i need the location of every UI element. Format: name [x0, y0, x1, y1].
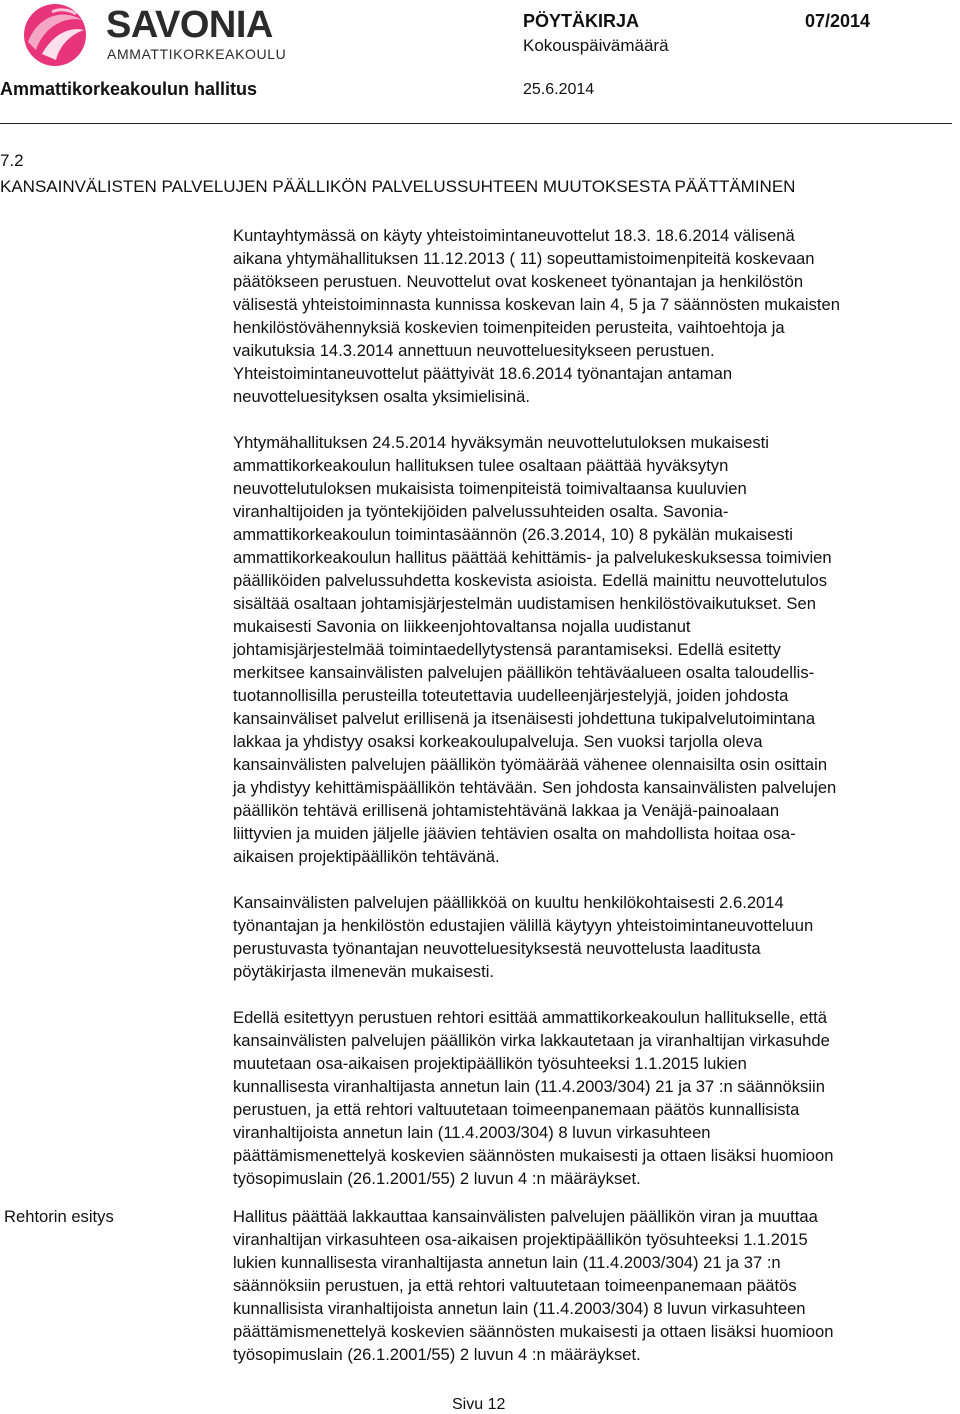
text-line: pöytäkirjasta ilmenevän mukaisesti.: [233, 962, 495, 981]
text-line: aikaisen projektipäällikön tehtävänä.: [233, 847, 500, 866]
paragraph: [233, 224, 960, 408]
text-line: Yhteistoimintaneuvottelut päättyivät 18.6.2014 työnantajan antaman: [233, 364, 733, 383]
text-line: vaikutuksia 14.3.2014 annettuun neuvotteluesitykseen perustuen.: [233, 341, 715, 360]
text-line: päätökseen perustuen. Neuvottelut ovat koskeneet työnantajan ja henkilöstön: [233, 272, 804, 291]
text-line: työsopimuslain (26.1.2001/55) 2 luvun 4 :n määräykset.: [233, 1169, 641, 1188]
text-line: työsopimuslain (26.1.2001/55) 2 luvun 4 :n määräykset.: [233, 1345, 641, 1364]
governing-body: Ammattikorkeakoulun hallitus: [0, 79, 258, 99]
text-line: välisestä yhteistoiminnasta kunnissa koskevan lain 4, 5 ja 7 säännösten mukaisten: [233, 295, 840, 314]
text-line: tuotannollisilla perusteilla toteutettavia uudelleenjärjestelyjä, joiden johdosta: [233, 686, 789, 705]
text-line: viranhaltijoiden ja työntekijöiden palvelussuhteiden osalta. Savonia-: [233, 502, 729, 521]
decision-text: [233, 1205, 960, 1366]
paragraph: [233, 1006, 960, 1190]
text-line: päällikön tehtävä erillisenä johtamistehtävänä lakkaa ja Venäjä-painoalaan: [233, 801, 780, 820]
meeting-date-label: Kokouspäivämäärä: [523, 36, 669, 55]
paragraph: [233, 891, 960, 983]
text-line: säännöksiin perustuen, ja että rehtori valtuutetaan toimeenpanemaan päätös: [233, 1276, 797, 1295]
item-body: [233, 224, 960, 1213]
text-line: työnantajan ja henkilöstön edustajien välillä käytyyn yhteistoimintaneuvotteluun: [233, 916, 814, 935]
text-line: Edellä esitettyyn perustuen rehtori esittää ammattikorkeakoulun hallitukselle, että: [233, 1008, 828, 1027]
item-number: 7.2: [0, 151, 24, 170]
meeting-date: 25.6.2014: [523, 81, 595, 98]
text-line: päälliköiden palvelussuhdetta koskevista asioista. Edellä mainittu neuvottelutulos: [233, 571, 828, 590]
text-line: päättämismenettelyä koskevien säännösten mukaisesti ja ottaen lisäksi huomioon: [233, 1322, 834, 1341]
item-title: KANSAINVÄLISTEN PALVELUJEN PÄÄLLIKÖN PALVELUSSUHTEEN MUUTOKSESTA PÄÄTTÄMINEN: [0, 177, 796, 196]
text-line: aikana yhtymähallituksen 11.12.2013 ( 11) sopeuttamistoimenpiteitä koskevaan: [233, 249, 815, 268]
text-line: ammattikorkeakoulun hallitus päättää kehittämis- ja palvelukeskuksessa toimivien: [233, 548, 832, 567]
text-line: johtamisjärjestelmää toimintaedellytystensä parantamiseksi. Edellä esitetty: [233, 640, 781, 659]
text-line: Kuntayhtymässä on käyty yhteistoimintaneuvottelut 18.3. 18.6.2014 välisenä: [233, 226, 795, 245]
text-line: perustuen, ja että rehtori valtuutetaan toimeenpanemaan päätös kunnallisista: [233, 1100, 800, 1119]
text-line: ammattikorkeakoulun hallituksen tulee osaltaan päättää hyväksytyn: [233, 456, 729, 475]
text-line: viranhaltijan virkasuhteen osa-aikaisen projektipäällikön työsuhteeksi 1.1.2015: [233, 1230, 808, 1249]
text-line: Yhtymähallituksen 24.5.2014 hyväksymän neuvottelutuloksen mukaisesti: [233, 433, 769, 452]
text-line: perustuvasta työnantajan neuvotteluesityksestä neuvottelusta laaditusta: [233, 939, 761, 958]
savonia-logo: [22, 2, 290, 70]
page-number: Sivu 12: [452, 1396, 506, 1413]
document-type: PÖYTÄKIRJA: [523, 11, 640, 31]
text-line: neuvottelutuloksen mukaisista toimenpiteistä toimivaltaansa kuuluvien: [233, 479, 747, 498]
text-line: neuvotteluesityksen osalta yksimielisinä.: [233, 387, 530, 406]
header-divider: [0, 123, 952, 124]
text-line: kunnallisista viranhaltijoista annetun lain (11.4.2003/304) 8 luvun virkasuhteen: [233, 1299, 806, 1318]
text-line: kansainväliset palvelut erillisenä ja itsenäisesti johdettuna tukipalvelutoimintana: [233, 709, 816, 728]
text-line: mukaisesti Savonia on liikkeenjohtovaltansa nojalla uudistanut: [233, 617, 691, 636]
document-number: 07/2014: [805, 11, 871, 31]
brand-name: SAVONIA: [106, 4, 273, 46]
text-line: muutetaan osa-aikaisen projektipäällikön työsuhteeksi 1.1.2015 lukien: [233, 1054, 747, 1073]
proposal-label: Rehtorin esitys: [4, 1207, 114, 1226]
text-line: kunnallisesta viranhaltijasta annetun lain (11.4.2003/304) 21 ja 37 :n säännöksiin: [233, 1077, 825, 1096]
text-line: ja yhdistyy kehittämispäällikön tehtävään. Sen johdosta kansainvälisten palvelujen: [233, 778, 837, 797]
savonia-logo-icon: [22, 2, 88, 68]
paragraph: [233, 431, 960, 868]
text-line: viranhaltijoista annetun lain (11.4.2003/304) 8 luvun virkasuhteen: [233, 1123, 711, 1142]
text-line: liittyvien ja muiden jäljelle jäävien tehtävien osalta on mahdollista hoitaa osa-: [233, 824, 796, 843]
text-line: kansainvälisten palvelujen päällikön virka lakkautetaan ja viranhaltijan virkasuhde: [233, 1031, 830, 1050]
text-line: merkitsee kansainvälisten palvelujen päällikön tehtäväalueen osalta taloudellis-: [233, 663, 815, 682]
text-line: lakkaa ja yhdistyy osaksi korkeakoulupalveluja. Sen vuoksi tarjolla oleva: [233, 732, 763, 751]
text-line: lukien kunnallisesta viranhaltijasta annetun lain (11.4.2003/304) 21 ja 37 :n: [233, 1253, 781, 1272]
brand-subtitle: AMMATTIKORKEAKOULU: [107, 46, 287, 62]
text-line: Hallitus päättää lakkauttaa kansainvälisten palvelujen päällikön viran ja muuttaa: [233, 1207, 818, 1226]
text-line: ammattikorkeakoulun toimintasäännön (26.3.2014, 10) 8 pykälän mukaisesti: [233, 525, 793, 544]
text-line: kansainvälisten palvelujen päällikön työmäärää vähenee olennaisilta osin osittain: [233, 755, 828, 774]
text-line: henkilöstövähennyksiä koskevien toimenpiteiden perusteita, vaihtoehtoja ja: [233, 318, 785, 337]
text-line: sisältää osaltaan johtamisjärjestelmän uudistamisen henkilöstövaikutukset. Sen: [233, 594, 816, 613]
text-line: Kansainvälisten palvelujen päällikköä on kuultu henkilökohtaisesti 2.6.2014: [233, 893, 784, 912]
text-line: päättämismenettelyä koskevien säännösten mukaisesti ja ottaen lisäksi huomioon: [233, 1146, 834, 1165]
